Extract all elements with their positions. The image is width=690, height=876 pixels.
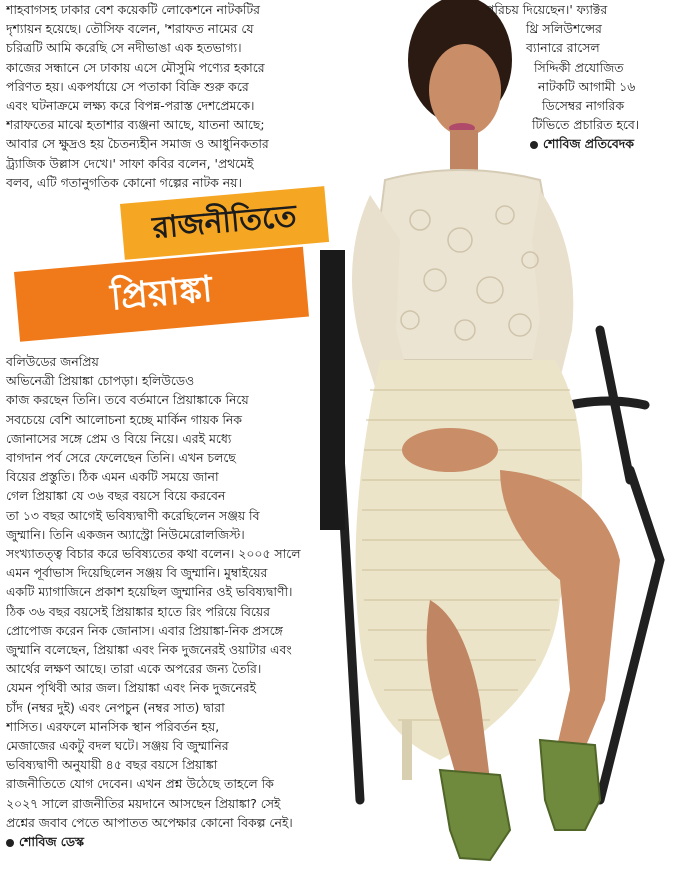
article-line: গেল প্রিয়াঙ্কা যে ৩৬ বছর বয়সে বিয়ে করবেন [6,488,226,504]
article-line: পরিণত হয়। একপর্যায়ে সে পতাকা বিক্রি শুরু করে [6,78,249,94]
article-line: জুম্মানি বলেছেন, প্রিয়াঙ্কা এবং নিক দুজনেরই ওয়াটার এবং [6,642,292,658]
article-line: এমন পূর্বাভাস দিয়েছিলেন সঞ্জয় বি জুম্মানি। মুম্বাইয়ের [6,565,268,581]
article-line: ভবিষ্যদ্বাণী অনুযায়ী ৪৫ বছর বয়সে প্রিয়াঙ্কা [6,757,218,773]
previous-article-text [6,0,312,192]
article-line: এবং ঘটনাক্রমে লক্ষ্য করে বিপন্ন-পরাস্ত দেশপ্রেমকে। [6,98,255,114]
article-line: সংখ্যাতত্ত্ব বিচার করে ভবিষ্যতের কথা বলেন। ২০০৫ সালে [6,546,301,562]
article-line: ঠিক ৩৬ বছর বয়সেই প্রিয়াঙ্কার হাতে রিং পরিয়ে বিয়ের [6,603,270,619]
green-platform-shoe-right [540,740,600,830]
article-line: বিয়ের প্রস্তুতি। ঠিক এমন একটি সময়ে জানা [6,469,219,485]
main-article-text [6,352,346,851]
article-line: মেজাজের একটু বদল ঘটে। সঞ্জয় বি জুম্মানির [6,738,229,754]
byline [6,832,346,851]
article-line: ব্যানারে রাসেল [526,40,600,56]
skirt-tassel [402,720,412,780]
headline-line-1: রাজনীতিতে [151,198,298,247]
hands [402,428,498,472]
article-line: কাজ করছেন তিনি। তবে বর্তমানে প্রিয়াঙ্কাকে নিয়ে [6,392,249,408]
article-line: বাগদান পর্ব সেরে ফেলেছেন তিনি। এখন চলছে [6,450,236,466]
article-line: ২০২৭ সালে রাজনীতির ময়দানে আসছেন প্রিয়াঙ্কা? সেই [6,795,281,811]
article-line: আবার সে ক্ষুদ্রও হয় চৈতন্যহীন সমাজ ও আধুনিকতার [6,136,269,152]
byline-text: শোবিজ ডেস্ক [19,834,84,850]
article-line: প্রোপোজ করেন নিক জোনাস। এবার প্রিয়াঙ্কা-নিক প্রসঙ্গে [6,622,283,638]
article-line: টিভিতে প্রচারিত হবে। [532,117,640,133]
article-line: শরাফতের মাঝে হতাশার ব্যঞ্জনা আছে, যাতনা আছে; [6,117,265,133]
article-line: কাজের সন্ধানে সে ঢাকায় এসে মৌসুমি পণ্যের হকারে [6,59,265,75]
article-line: চরিত্রটি আমি করেছি সে নদীভাঙা এক হতভাগ্য। [6,40,242,56]
article-line: অভিনেত্রী প্রিয়াঙ্কা চোপড়া। হলিউডেও [6,373,195,389]
article-line: তা ১৩ বছর আগেই ভবিষ্যদ্বাণী করেছিলেন সঞ্জয় বি [6,507,260,523]
article-line: আর্থের লক্ষণ আছে। তারা একে অপরের জন্য তৈরি। [6,661,262,677]
bullet-icon [6,839,14,847]
article-line: নাটকটি আগামী ১৬ [538,78,636,94]
article-line: শাহবাগসহ ঢাকার বেশ কয়েকটি লোকেশনে নাটকটির [6,2,261,17]
article-line: শাসিত। এরফলে মানসিক স্থান পরিবর্তন হয়, [6,718,220,734]
bullet-icon [530,141,538,149]
article-line: দৃশ্যায়ন হয়েছে। তৌসিফ বলেন, 'শরাফত নামের যে [6,21,254,37]
article-line: জোনাসের সঙ্গে প্রেম ও বিয়ে নিয়ে। এরই মধ্যে [6,430,232,446]
article-line: একটি ম্যাগাজিনে প্রকাশ হয়েছিল জুম্মানির ওই ভবিষ্যদ্বাণী। [6,584,293,600]
article-line: থ্রি সলিউশন্সের [526,21,602,37]
article-line: চাঁদ (নম্বর দুই) এবং নেপচুন (নম্বর সাত) দ্বারা [6,699,225,715]
article-line: জুম্মানি। তিনি একজন অ্যাস্ট্রো নিউমেরোলজিস্ট। [6,526,245,542]
article-line: সিদ্দিকী প্রযোজিত [534,59,624,75]
article-line: সবচেয়ে বেশি আলোচনা হচ্ছে মার্কিন গায়ক নিক [6,411,242,427]
byline [486,134,686,153]
article-line: বলব, এটি গতানুগতিক কোনো গল্পের নাটক নয়। [6,174,242,190]
article-line: ডিসেম্বর নাগরিক [542,98,625,114]
green-platform-shoe-left [440,770,510,860]
article-line: পরিচয় দিয়েছেন।' ফ্যাক্টর [486,2,608,17]
previous-article-right-column [486,0,686,154]
article-line: রাজনীতিতে যোগ দেবেন। এখন প্রশ্ন উঠেছে তাহলে কি [6,776,274,792]
article-line: যেমন পৃথিবী আর জল। প্রিয়াঙ্কা এবং নিক দুজনেরই [6,680,256,696]
byline-text: শোবিজ প্রতিবেদক [543,136,634,152]
article-line: প্রশ্নের জবাব পেতে আপাতত অপেক্ষার কোনো বিকল্প নেই। [6,814,293,830]
article-line: বলিউডের জনপ্রিয় [6,354,99,369]
neck [450,130,478,170]
headline-line-2: প্রিয়াঙ্কা [108,268,214,319]
article-line: ট্র্যাজিক উল্লাস দেখে।' সাফা কবির বলেন, 'প্রথমেই [6,155,254,171]
headline-banner-2 [14,247,309,342]
